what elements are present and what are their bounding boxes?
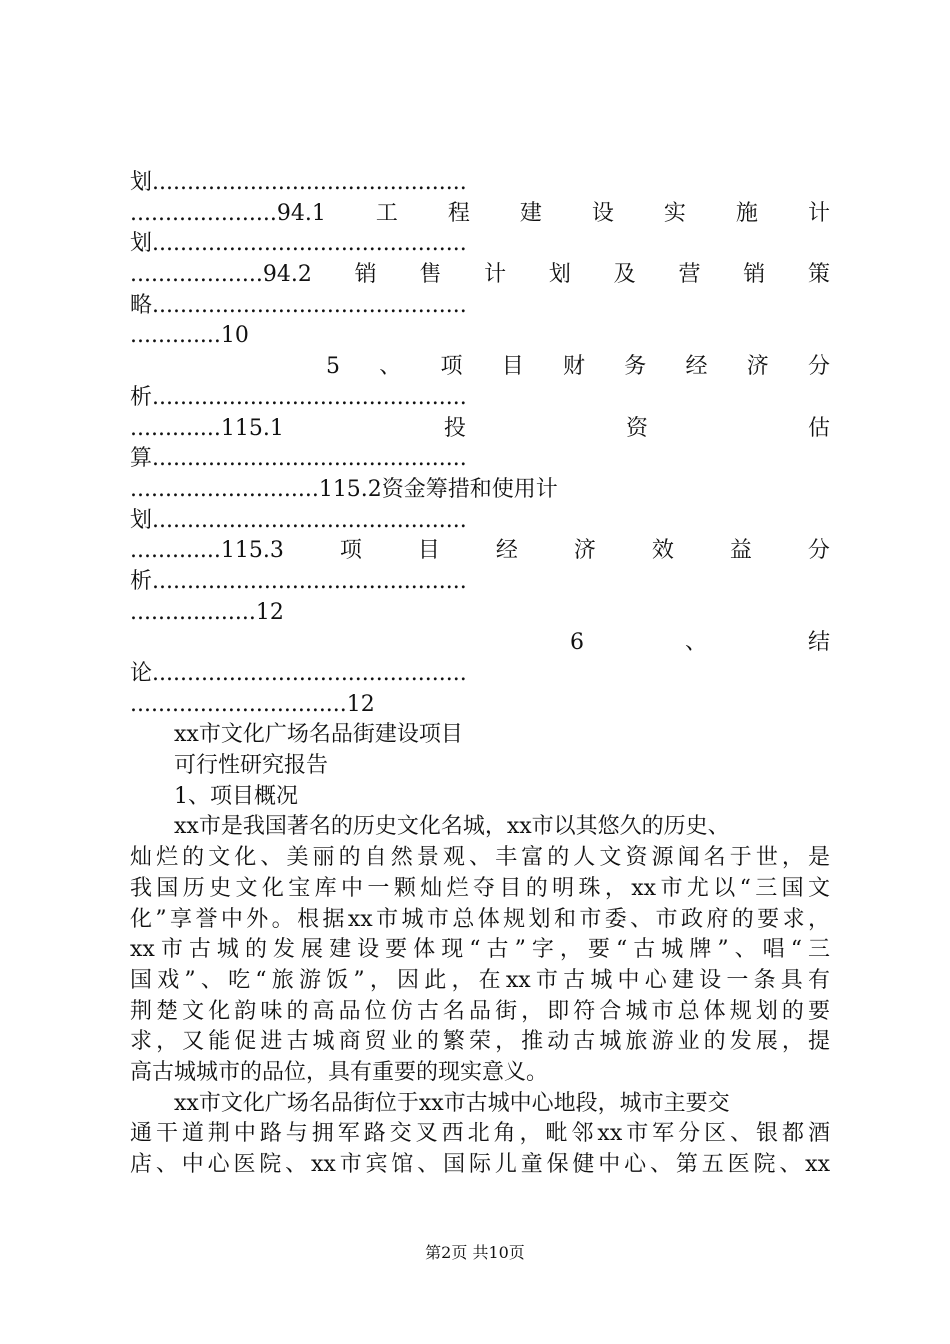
paragraph-1-line: 我国历史文化宝库中一颗灿烂夺目的明珠，xx市尤以“三国文 xyxy=(130,875,830,901)
toc-line xyxy=(130,352,830,383)
toc-token: 结 xyxy=(807,630,830,656)
toc-line: .............10 xyxy=(130,323,249,349)
toc-token: 工 xyxy=(375,200,398,226)
toc-token: 销 xyxy=(743,262,766,288)
toc-line: 略............................................. xyxy=(130,292,467,318)
toc-token: 财 xyxy=(562,354,585,380)
toc-token: 目 xyxy=(417,538,440,564)
toc-token: 设 xyxy=(591,200,614,226)
toc-line: 算............................................. xyxy=(130,446,467,472)
toc-token: 目 xyxy=(501,354,524,380)
toc-token: 划 xyxy=(548,262,571,288)
toc-token: 程 xyxy=(447,200,470,226)
toc-token: 资 xyxy=(625,415,648,441)
toc-token: 估 xyxy=(807,415,830,441)
toc-token: 济 xyxy=(746,354,769,380)
paragraph-1-line: 化”享誉中外。根据xx市城市总体规划和市委、市政府的要求， xyxy=(130,906,830,932)
toc-token: 投 xyxy=(443,415,466,441)
toc-line: ...............................12 xyxy=(130,691,375,717)
toc-token: 效 xyxy=(651,538,674,564)
toc-token: .............115.1 xyxy=(130,415,284,441)
toc-line xyxy=(130,414,830,445)
toc-token: 计 xyxy=(484,262,507,288)
paragraph-1-line: 国戏”、吃“旅游饭”，因此，在xx市古城中心建设一条具有 xyxy=(130,967,830,993)
paragraph-1-line: 灿烂的文化、美丽的自然景观、丰富的人文资源闻名于世，是 xyxy=(130,845,830,871)
toc-token: 计 xyxy=(807,200,830,226)
toc-token: 项 xyxy=(440,354,463,380)
toc-token: 、 xyxy=(684,630,707,656)
toc-line: 析............................................. xyxy=(130,384,467,410)
toc-line xyxy=(130,199,830,230)
toc-token: 经 xyxy=(495,538,518,564)
toc-line xyxy=(130,628,830,659)
toc-token: 5 xyxy=(326,354,340,380)
toc-line: ..................12 xyxy=(130,599,284,625)
toc-token: 经 xyxy=(685,354,708,380)
toc-token: 益 xyxy=(729,538,752,564)
paragraph-1-line: 荆楚文化韵味的高品位仿古名品街，即符合城市总体规划的要 xyxy=(130,998,830,1024)
toc-token: 售 xyxy=(419,262,442,288)
toc-token: 济 xyxy=(573,538,596,564)
section-heading: 1、项目概况 xyxy=(174,783,298,809)
toc-line xyxy=(130,260,830,291)
report-title-line-2: 可行性研究报告 xyxy=(174,753,329,779)
toc-line: 析............................................. xyxy=(130,568,467,594)
paragraph-1-line: 高古城城市的品位，具有重要的现实意义。 xyxy=(130,1059,549,1085)
paragraph-2-line: xx市文化广场名品街位于xx市古城中心地段，城市主要交 xyxy=(174,1090,730,1116)
toc-token: 分 xyxy=(807,354,830,380)
paragraph-1-line: xx市是我国著名的历史文化名城，xx市以其悠久的历史、 xyxy=(174,814,730,840)
toc-token: ...................94.2 xyxy=(130,262,312,288)
toc-token: 、 xyxy=(379,354,402,380)
toc-token: 策 xyxy=(807,262,830,288)
page-content xyxy=(130,168,830,1181)
toc-token: 6 xyxy=(570,630,584,656)
paragraph-2-line: 通干道荆中路与拥军路交叉西北角，毗邻xx市军分区、银都酒 xyxy=(130,1121,830,1147)
toc-line: ...........................115.2资金筹措和使用计 xyxy=(130,476,558,502)
paragraph-1-line: 求，又能促进古城商贸业的繁荣，推动古城旅游业的发展，提 xyxy=(130,1029,830,1055)
toc-line: 划............................................. xyxy=(130,507,467,533)
toc-token: 分 xyxy=(807,538,830,564)
toc-line: 论............................................. xyxy=(130,661,467,686)
toc-token: .....................94.1 xyxy=(130,200,326,226)
toc-token: 施 xyxy=(735,200,758,226)
toc-token: 务 xyxy=(624,354,647,380)
toc-line: 划............................................. xyxy=(130,231,467,257)
toc-line xyxy=(130,536,830,567)
toc-token: 实 xyxy=(663,200,686,226)
page-footer: 第2页 共10页 xyxy=(425,1243,525,1262)
report-title-line-1: xx市文化广场名品街建设项目 xyxy=(174,722,463,748)
paragraph-2-line: 店、中心医院、xx市宾馆、国际儿童保健中心、第五医院、xx xyxy=(130,1152,830,1177)
toc-token: 项 xyxy=(339,538,362,564)
toc-token: 建 xyxy=(519,200,542,226)
paragraph-1-line: xx市古城的发展建设要体现“古”字，要“古城牌”、唱“三 xyxy=(130,937,830,963)
toc-token: 营 xyxy=(678,262,701,288)
toc-token: 及 xyxy=(613,262,636,288)
toc-token: 销 xyxy=(354,262,377,288)
toc-line: 划............................................. xyxy=(130,170,467,195)
toc-token: .............115.3 xyxy=(130,538,284,564)
